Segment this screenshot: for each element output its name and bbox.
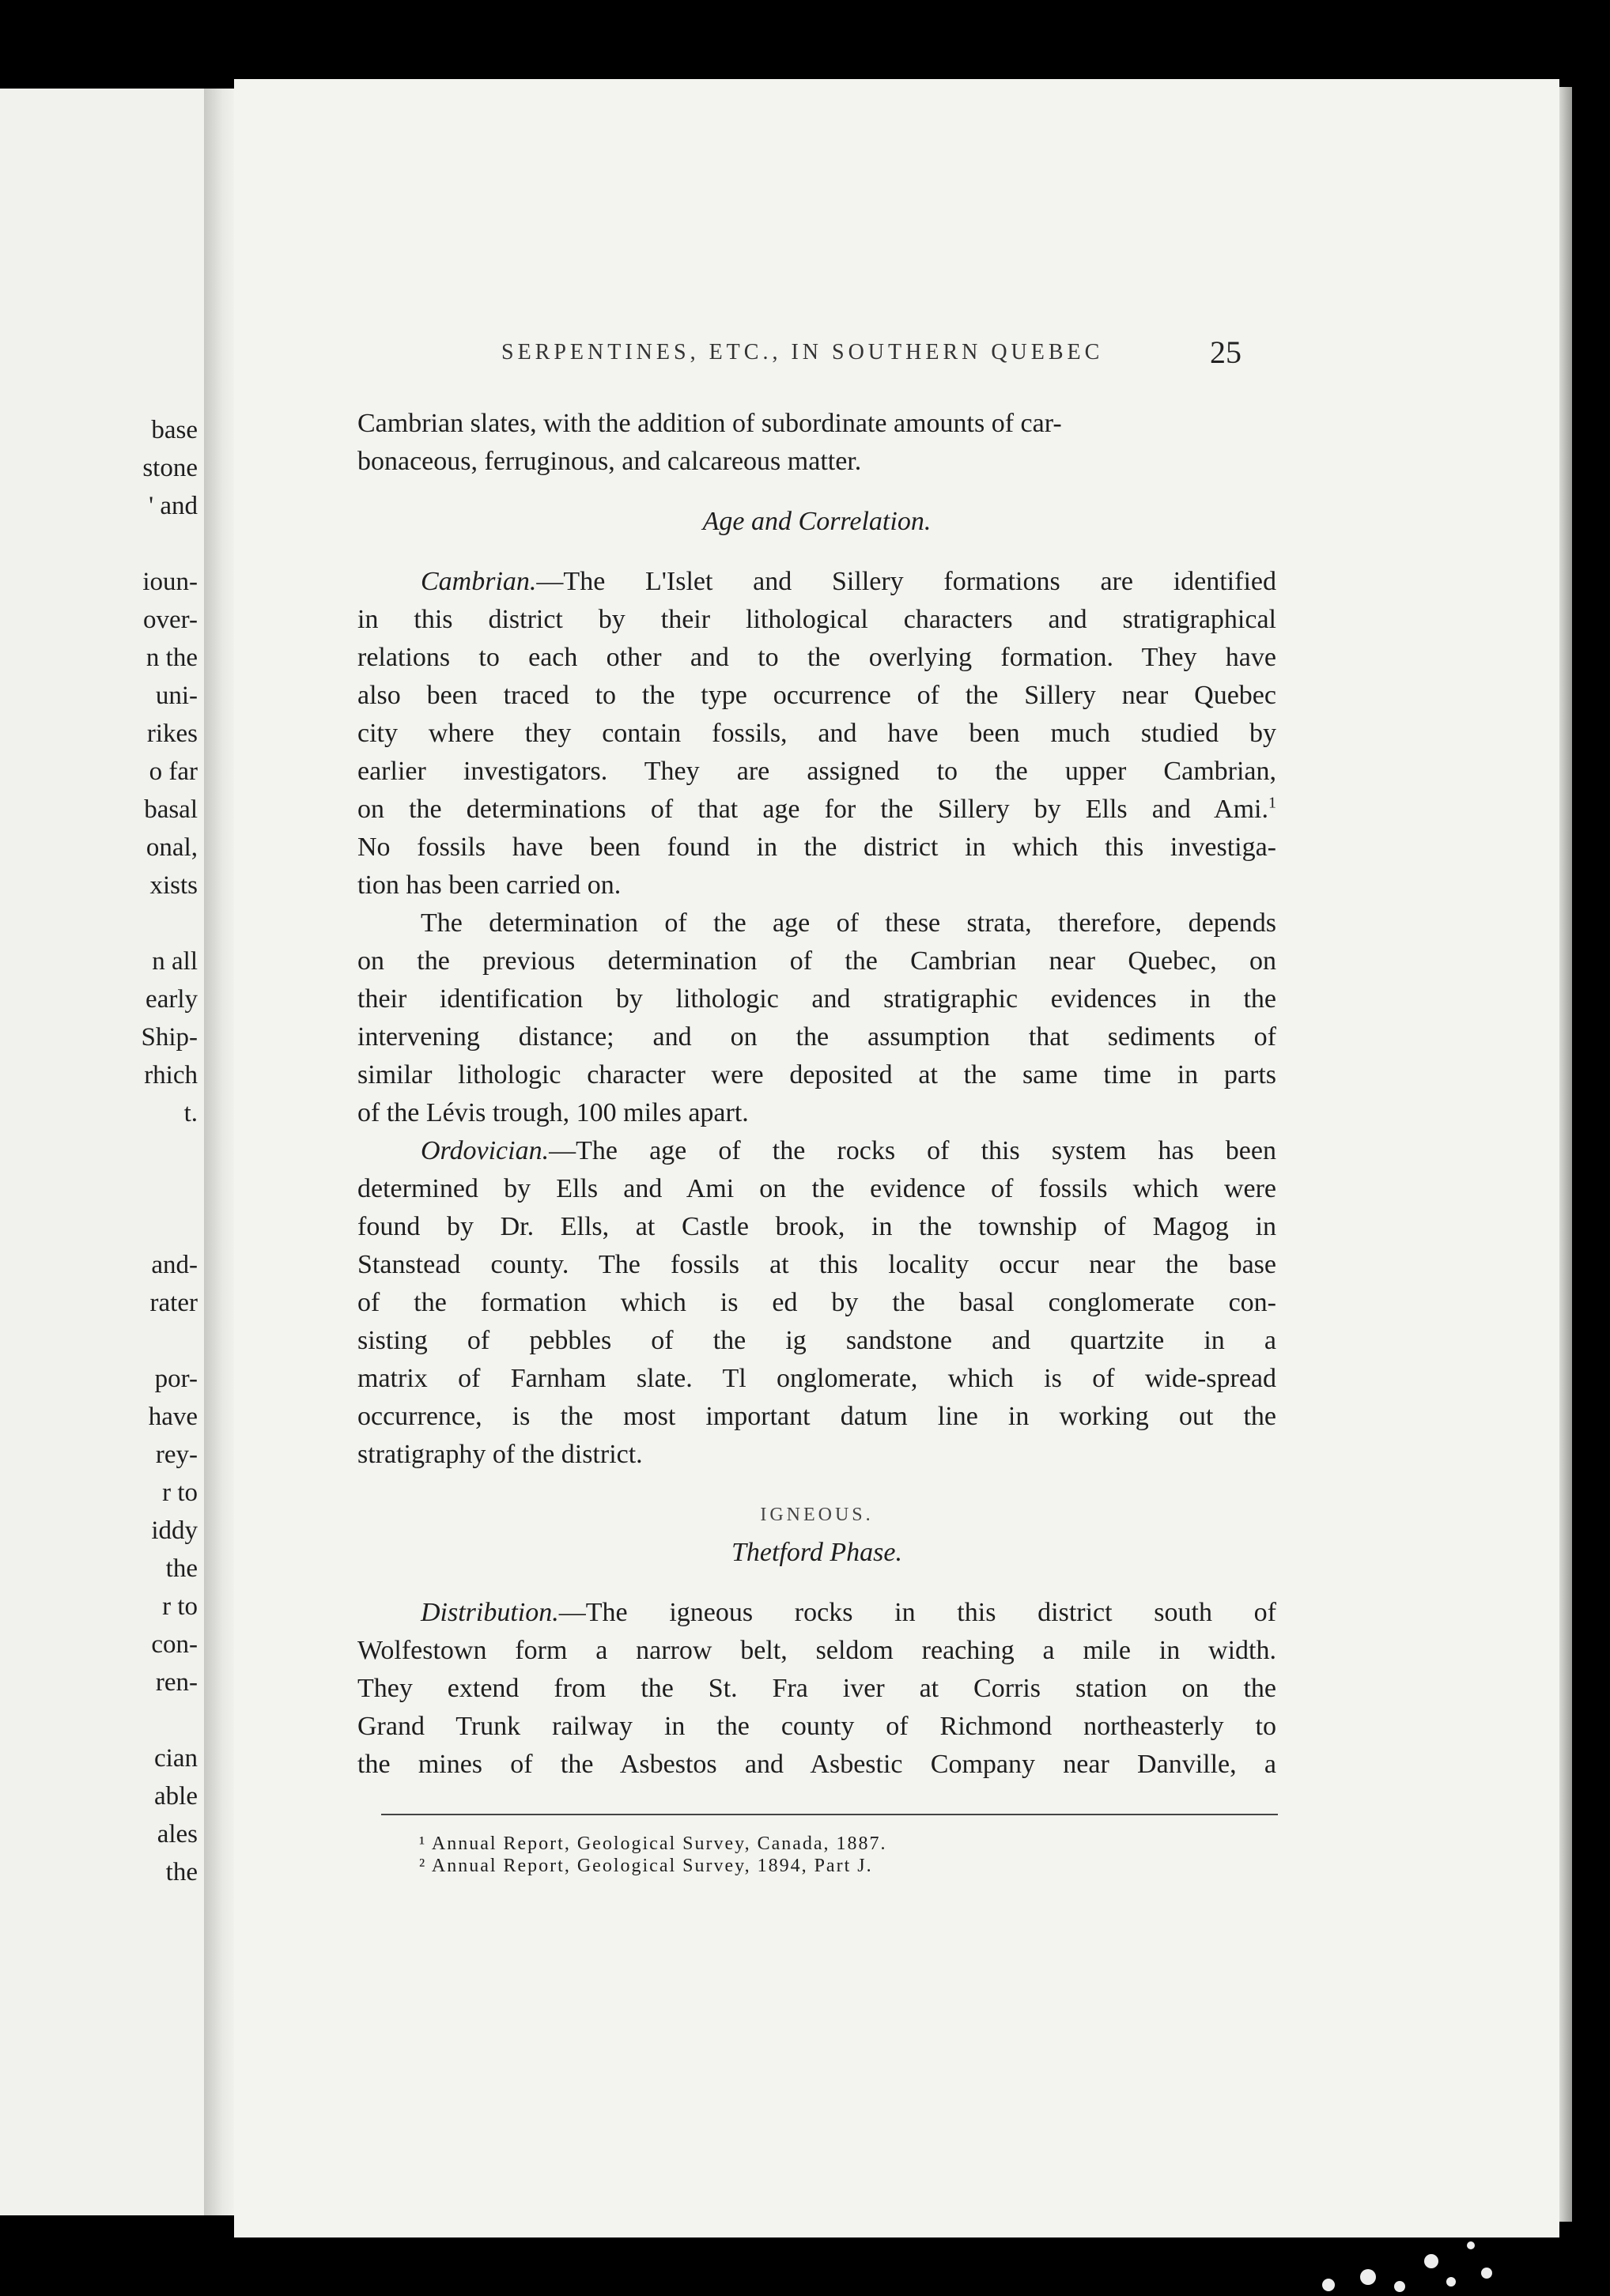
left-page-fragment: con-	[151, 1630, 198, 1659]
left-page-fragment: ioun-	[142, 568, 198, 596]
text-run: —The igneous rocks in this district south of	[558, 1598, 1276, 1627]
text-line: of the formation which is ed by the basal conglomerate con-	[357, 1288, 1276, 1317]
text-line: bonaceous, ferruginous, and calcareous matter.	[357, 447, 862, 476]
page-edge	[1559, 87, 1572, 2222]
left-page-fragment: and-	[151, 1251, 198, 1279]
left-page-fragment: early	[146, 985, 198, 1014]
left-page-fragment: uni-	[155, 682, 198, 710]
left-page-fragment: r to	[162, 1592, 198, 1621]
left-page-fragment: onal,	[146, 833, 198, 862]
text-line-with-footnote	[357, 791, 1276, 829]
left-page-fragment: rater	[149, 1289, 198, 1317]
text-line: matrix of Farnham slate. Tl onglomerate, which is of wide-spread	[357, 1364, 1276, 1393]
left-page-fragment: have	[148, 1403, 198, 1431]
text-line: determined by Ells and Ami on the evidence of fossils which were	[357, 1174, 1276, 1203]
run-in-heading: Ordovician.	[421, 1136, 550, 1165]
paragraph-ordovician-first-line	[357, 1132, 1276, 1170]
left-page-fragment: rikes	[146, 719, 198, 748]
left-page-fragment: the	[165, 1554, 198, 1583]
text-line: relations to each other and to the overlying formation. They have	[357, 643, 1276, 672]
text-line: Wolfestown form a narrow belt, seldom reaching a mile in width.	[357, 1636, 1276, 1665]
left-page-fragment: r to	[162, 1478, 198, 1507]
paragraph-cambrian-first-line	[357, 563, 1276, 601]
page-number: 25	[1210, 334, 1242, 370]
text-line: Grand Trunk railway in the county of Richmond northeasterly to	[357, 1712, 1276, 1741]
text-line: No fossils have been found in the district in which this investiga-	[357, 833, 1276, 862]
text-line: similar lithologic character were deposited at the same time in parts	[357, 1060, 1276, 1089]
text-line: occurrence, is the most important datum line in working out the	[357, 1402, 1276, 1431]
text-run: Stanstead county. The fossils at this locality occur near the base	[357, 1250, 1276, 1279]
body-text	[357, 405, 1276, 1784]
left-page-fragment: xists	[149, 871, 198, 900]
text-line-with-footnote	[357, 1246, 1276, 1284]
text-line: Cambrian slates, with the addition of subordinate amounts of car-	[357, 409, 1062, 438]
text-line: of the Lévis trough, 100 miles apart.	[357, 1098, 749, 1127]
left-page-fragment: t.	[183, 1099, 198, 1127]
text-run: —The L'Islet and Sillery formations are identified	[536, 567, 1276, 596]
text-line: sisting of pebbles of the ig sandstone and quartzite in a	[357, 1326, 1276, 1355]
text-run: —The age of the rocks of this system has been	[549, 1136, 1276, 1165]
left-page-fragment: stone	[142, 454, 198, 482]
left-page-fragment: over-	[143, 606, 198, 634]
left-page-fragment: base	[151, 416, 198, 444]
text-line: intervening distance; and on the assumption that sediments of	[357, 1022, 1276, 1052]
left-page	[0, 89, 207, 2215]
left-page-fragment: Ship-	[141, 1023, 198, 1052]
left-page-fragment: ren-	[155, 1668, 198, 1697]
footnote-marker: 1	[1268, 794, 1276, 812]
text-line: earlier investigators. They are assigned to the upper Cambrian,	[357, 757, 1276, 786]
run-in-heading: Distribution.	[421, 1598, 559, 1627]
paragraph-distribution-first-line	[357, 1594, 1276, 1632]
left-page-fragment: n the	[146, 644, 198, 672]
left-page-fragment: the	[165, 1858, 198, 1886]
text-line: They extend from the St. Fra iver at Corris station on the	[357, 1674, 1276, 1703]
section-heading-igneous: IGNEOUS.	[760, 1505, 874, 1525]
text-line: tion has been carried on.	[357, 870, 622, 900]
left-page-fragment: cian	[154, 1744, 198, 1773]
left-page-fragment: iddy	[151, 1516, 198, 1545]
left-page-fragment: por-	[154, 1365, 198, 1393]
footnotes	[419, 1833, 887, 1877]
footnote-2: ² Annual Report, Geological Survey, 1894, Part J.	[419, 1856, 873, 1876]
left-page-fragment: o far	[149, 757, 198, 786]
footnote-rule	[381, 1814, 1278, 1815]
section-heading-thetford: Thetford Phase.	[731, 1538, 902, 1567]
run-in-heading: Cambrian.	[421, 567, 537, 596]
text-line: the mines of the Asbestos and Asbestic Company near Danville, a	[357, 1750, 1276, 1779]
text-line: found by Dr. Ells, at Castle brook, in the township of Magog in	[357, 1212, 1276, 1241]
left-page-fragment: ' and	[149, 492, 198, 520]
left-page-fragment: rhich	[144, 1061, 198, 1089]
text-line: stratigraphy of the district.	[357, 1440, 643, 1469]
text-line: city where they contain fossils, and have been much studied by	[357, 719, 1276, 748]
section-heading-age: Age and Correlation.	[702, 507, 932, 536]
book-gutter	[204, 89, 236, 2215]
scan-specks	[1313, 2230, 1502, 2296]
left-page-fragment: ales	[157, 1820, 198, 1849]
text-run: on the determinations of that age for the Sillery by Ells and Ami.	[357, 795, 1268, 824]
text-line: on the previous determination of the Cambrian near Quebec, on	[357, 946, 1276, 976]
text-line: also been traced to the type occurrence of the Sillery near Quebec	[357, 681, 1276, 710]
footnote-1: ¹ Annual Report, Geological Survey, Canada, 1887.	[419, 1833, 887, 1854]
text-line: The determination of the age of these strata, therefore, depends	[421, 908, 1276, 938]
left-page-fragment: rey-	[155, 1441, 198, 1469]
text-line: in this district by their lithological characters and stratigraphical	[357, 605, 1276, 634]
text-line: their identification by lithologic and stratigraphic evidences in the	[357, 984, 1276, 1014]
left-page-fragment: able	[154, 1782, 198, 1811]
running-head: SERPENTINES, ETC., IN SOUTHERN QUEBEC	[501, 340, 1104, 364]
left-page-fragment: n all	[152, 947, 198, 976]
left-page-fragment: basal	[144, 795, 198, 824]
